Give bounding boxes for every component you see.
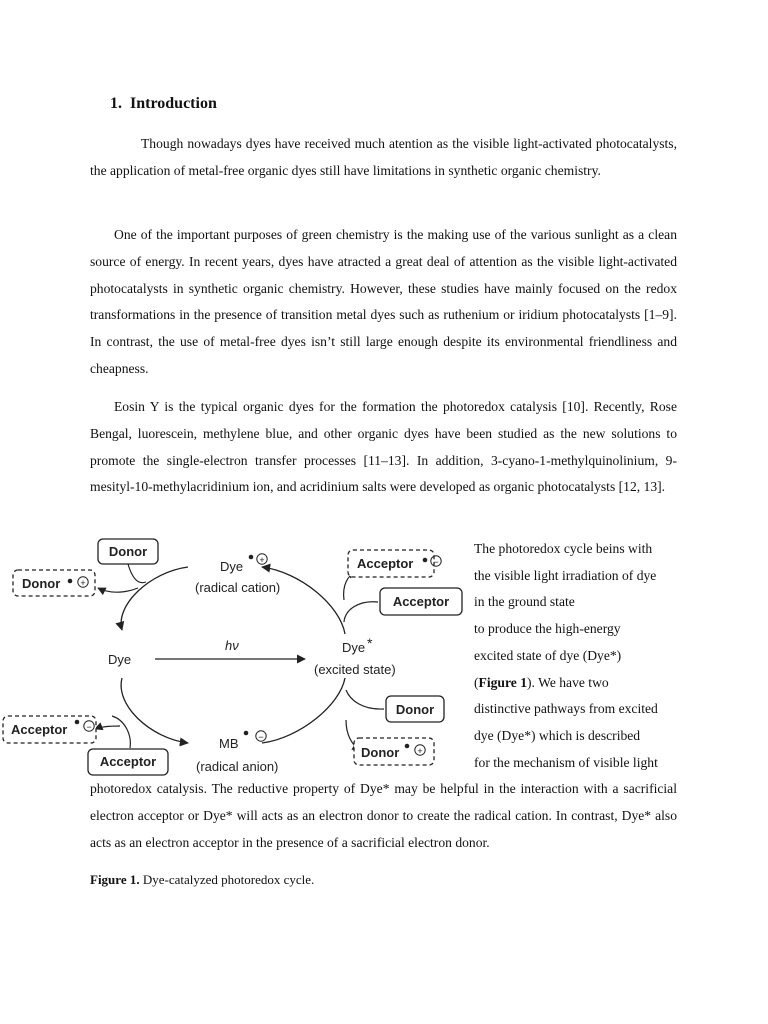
figure-caption <box>90 871 314 889</box>
branch-donor-top <box>128 564 146 583</box>
svg-text:+: + <box>80 578 86 588</box>
donor-radical-cation-label: Donor <box>22 576 61 591</box>
dye-radical-cation-label: Dye <box>220 559 244 574</box>
svg-text:−: − <box>86 722 92 732</box>
excited-state-description: (excited state) <box>314 662 396 677</box>
side-line-5: excited state of dye (Dye*) <box>474 647 622 663</box>
side-line-1: The photoredox cycle beins with <box>474 541 653 556</box>
acceptor-top-right-label: Acceptor <box>392 594 450 609</box>
radical-cation-description: (radical cation) <box>195 580 281 595</box>
side-line-4: to produce the high-energy <box>474 621 621 637</box>
figure-side-text <box>474 536 679 776</box>
branch-donor-bottom <box>346 690 384 709</box>
section-number: 1. <box>110 95 122 112</box>
acceptor-radical-anion-top-label: Acceptor <box>357 556 414 571</box>
paragraph-5: photoredox catalysis. The reductive property of Dye* may be helpful in the interaction with a sacrificial electron acceptor or Dye* will acts as an electron donor to create the radical cation. In contrast, Dye* also acts as an electron acceptor in the presence of a sacrificial electron donor. <box>90 781 677 850</box>
arc-top-left <box>121 567 188 630</box>
radical-anion-description: (radical anion) <box>196 759 279 774</box>
branch-donor-radical <box>98 588 138 592</box>
acceptor-bottom-label: Acceptor <box>99 754 157 769</box>
side-line-3: in the ground state <box>474 594 575 610</box>
paragraph-2: One of the important purposes of green chemistry is the making use of the various sunlight as a clean source of energy. In recent years, dyes have atracted a great deal of attention as the visible light-activated photocatalysts in synthetic organic chemistry. However, these studies have mainly focused on the redox transformations in the presence of transition metal dyes such as ruthenium or iridium photocatalysts [1–9]. In contrast, the use of metal-free dyes isn’t still large enough despite its environmental friendliness and cheapness. <box>90 227 677 376</box>
section-heading <box>110 93 217 115</box>
mb-radical-anion-label: MB <box>219 736 239 751</box>
branch-acceptor-radical-left <box>95 726 120 729</box>
donor-radical-cation-bottom-label: Donor <box>361 745 400 760</box>
arc-bottom-right <box>262 678 345 743</box>
section-title: Introduction <box>130 95 217 112</box>
side-line-6: (Figure 1). We have two <box>474 674 609 690</box>
arc-bottom-left <box>121 678 188 743</box>
paragraph-3: Eosin Y is the typical organic dyes for the formation the photoredox catalysis [10]. Recently, Rose Bengal, luorescein, methylene blue, and other organic dyes have been studied as the new solutions to promote the single-electron transfer processes [11–13]. In addition, 3-cyano-1-methylquinolinium, 9-mesityl-10-methylacridinium ion, and acridinium salts were developed as organic photocatalysts [12, 13]. <box>90 399 677 495</box>
donor-bottom-right-label: Donor <box>395 702 435 717</box>
side-line-8: dye (Dye*) which is described <box>474 727 641 743</box>
svg-text:+: + <box>417 746 423 756</box>
donor-top-label: Donor <box>108 544 148 559</box>
figure-reference: Figure 1 <box>478 674 527 690</box>
hv-label: hν <box>225 638 239 653</box>
branch-acceptor-bottom <box>112 716 130 748</box>
svg-text:−: − <box>433 557 439 567</box>
arc-top-right <box>262 567 345 634</box>
svg-text:−: − <box>258 732 264 742</box>
photoredox-cycle-diagram <box>0 530 470 780</box>
figure-caption-text: Dye-catalyzed photoredox cycle. <box>142 872 315 887</box>
side-line-2: the visible light irradiation of dye <box>474 567 657 583</box>
branch-acceptor-right <box>344 602 378 622</box>
svg-text:*: * <box>367 635 373 651</box>
side-line-7: distinctive pathways from excited <box>474 701 658 717</box>
figure-caption-label: Figure 1. <box>90 872 140 887</box>
acceptor-radical-anion-left-label: Acceptor <box>11 722 68 737</box>
paragraph-1: Though nowadays dyes have received much atention as the visible light-activated photocatalysts, the application of metal-free organic dyes still have limitations in synthetic organic chemistry. <box>90 136 677 178</box>
svg-text:+: + <box>259 555 265 565</box>
side-line-9: for the mechanism of visible light <box>474 754 658 770</box>
dye-excited-label: Dye <box>342 640 366 655</box>
dye-ground-label: Dye <box>108 652 132 667</box>
